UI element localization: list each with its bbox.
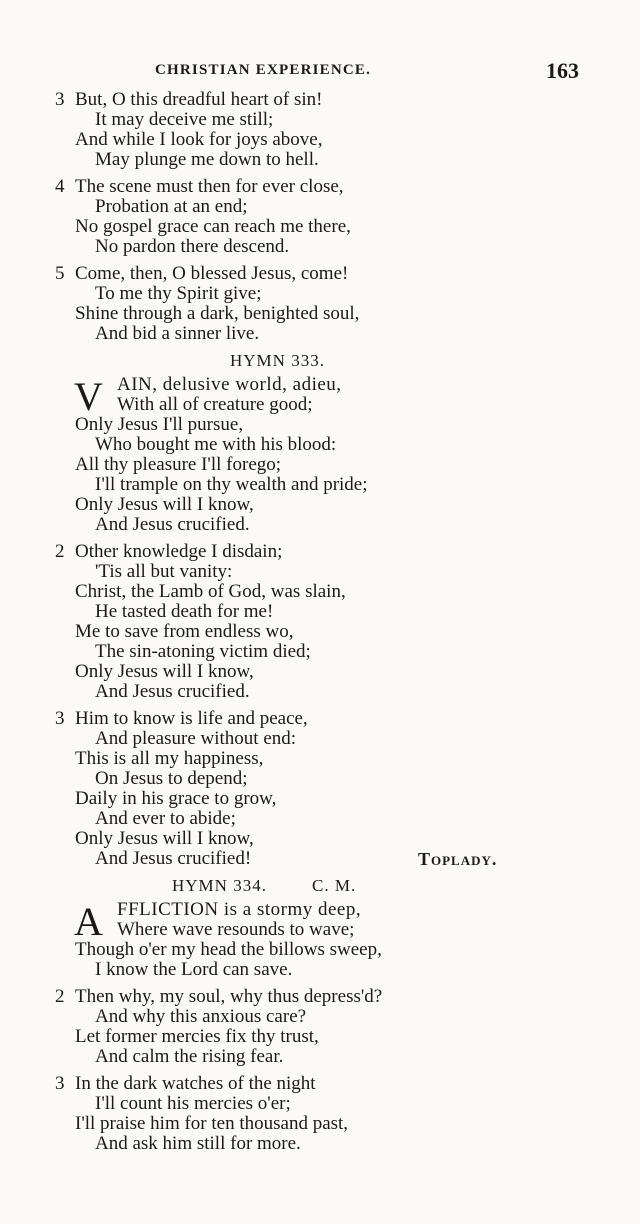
verse-line: And bid a sinner live. [95,323,260,344]
hymn-meter: C. M. [312,876,357,895]
dropcap-block [0,374,640,419]
page-body [0,90,640,1161]
verse-line: And Jesus crucified. [95,681,250,702]
verse-line: Christ, the Lamb of God, was slain, [75,581,346,602]
stanza [0,375,640,535]
verse-line: Though o'er my head the billows sweep, [75,939,382,960]
stanza-number: 2 [55,986,65,1007]
stanza-number: 4 [55,176,65,197]
verse-line: Where wave resounds to wave; [117,919,355,940]
verse-line: 'Tis all but vanity: [95,561,233,582]
verse-line: No pardon there descend. [95,236,290,257]
verse-line: 2 Other knowledge I disdain; [55,541,283,562]
verse-line: Probation at an end; [95,196,248,217]
verse-line: I'll praise him for ten thousand past, [75,1113,349,1134]
verse-line: And ever to abide; [95,808,236,829]
verse-line: And calm the rising fear. [95,1046,284,1067]
page-header [0,58,640,88]
verse-line: I'll trample on thy wealth and pride; [95,474,368,495]
verse-line: And pleasure without end: [95,728,297,749]
stanza-number: 3 [55,708,65,729]
verse-line: And ask him still for more. [95,1133,301,1154]
verse-line: May plunge me down to hell. [95,149,319,170]
verse-line: It may deceive me still; [95,109,274,130]
verse-line: 2 Then why, my soul, why thus depress'd? [55,986,383,1007]
stanza [0,90,640,170]
verse-line: And why this anxious care? [95,1006,307,1027]
page-number: 163 [546,58,579,83]
hymn-title: HYMN 334. C. M. [172,876,357,895]
stanza [0,900,640,980]
verse-line: 5 Come, then, O blessed Jesus, come! [55,263,349,284]
verse-line: FFLICTION is a stormy deep, [117,899,362,920]
verse-line: This is all my happiness, [75,748,264,769]
verse-line: Who bought me with his blood: [95,434,337,455]
stanza [0,542,640,702]
stanza [0,709,640,869]
verse-line: Me to save from endless wo, [75,621,294,642]
verse-line: 4 The scene must then for ever close, [55,176,344,197]
stanza [0,1074,640,1154]
stanza-number: 2 [55,541,65,562]
verse-line: On Jesus to depend; [95,768,248,789]
verse-line: Only Jesus I'll pursue, [75,414,244,435]
verse-line: And while I look for joys above, [75,129,323,150]
verse-line: Only Jesus will I know, [75,494,254,515]
verse-line: Shine through a dark, benighted soul, [75,303,360,324]
verse-line: No gospel grace can reach me there, [75,216,351,237]
verse-line: Only Jesus will I know, [75,661,254,682]
verse-line: And Jesus crucified! Toplady. [95,848,498,869]
verse-line: 3 Him to know is life and peace, [55,708,308,729]
drop-cap: A [74,899,103,944]
verse-line: I know the Lord can save. [95,959,293,980]
stanza [0,177,640,257]
verse-line: 3 In the dark watches of the night [55,1073,316,1094]
verse-line: To me thy Spirit give; [95,283,262,304]
verse-line: And Jesus crucified. [95,514,250,535]
running-title: CHRISTIAN EXPERIENCE. [155,62,372,78]
verse-line: All thy pleasure I'll forego; [75,454,282,475]
stanza-number: 3 [55,89,65,110]
stanza [0,987,640,1067]
verse-line: With all of creature good; [117,394,313,415]
hymn-title: HYMN 333. [230,351,325,370]
drop-cap: V [74,374,103,419]
verse-line: AIN, delusive world, adieu, [117,374,342,395]
stanza-number: 5 [55,263,65,284]
verse-line: Only Jesus will I know, [75,828,254,849]
stanza [0,264,640,344]
verse-line: 3 But, O this dreadful heart of sin! [55,89,323,110]
verse-line: Daily in his grace to grow, [75,788,277,809]
dropcap-block [0,899,640,944]
verse-line: The sin-atoning victim died; [95,641,311,662]
author-attribution: Toplady. [418,849,498,869]
verse-line: Let former mercies fix thy trust, [75,1026,319,1047]
stanza-number: 3 [55,1073,65,1094]
verse-line: He tasted death for me! [95,601,274,622]
verse-line: I'll count his mercies o'er; [95,1093,291,1114]
